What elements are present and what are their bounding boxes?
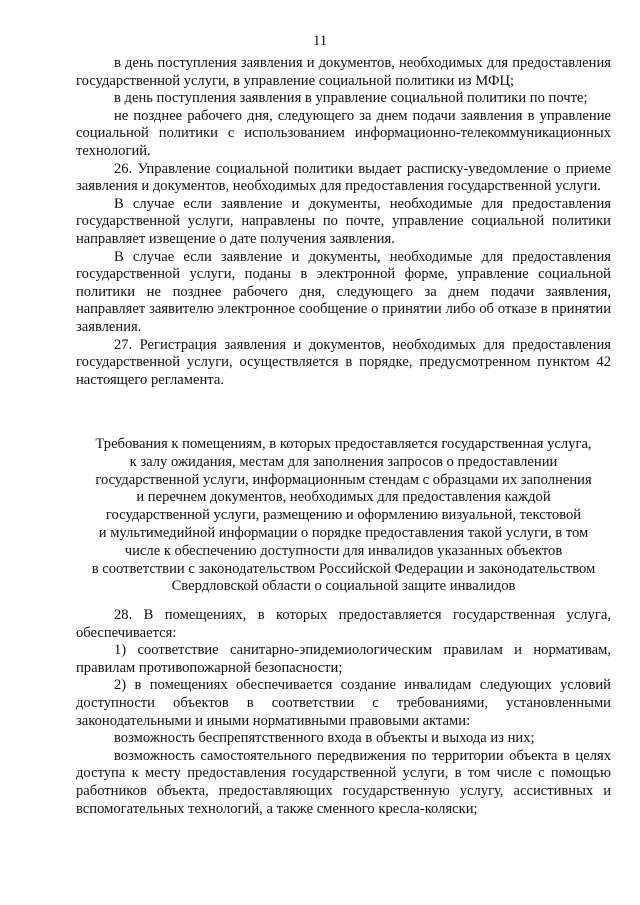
section-heading: [76, 436, 611, 596]
paragraph: в день поступления заявления и документов, необходимых для предоставления государственной услуги, в управление социальной политики из МФЦ;: [76, 55, 611, 89]
heading-line: Требования к помещениям, в которых предоставляется государственная услуга,: [95, 436, 592, 452]
paragraph: в день поступления заявления в управление социальной политики по почте;: [114, 90, 588, 107]
text-block-top: [76, 55, 611, 389]
heading-line: Свердловской области о социальной защите инвалидов: [171, 578, 516, 595]
text-block-bottom: [76, 607, 611, 818]
paragraph: не позднее рабочего дня, следующего за днем подачи заявления в управление социальной политики с использованием информационно-телекоммуникационных технологий.: [76, 107, 611, 159]
heading-line: и перечнем документов, необходимых для предоставления каждой: [136, 489, 551, 506]
heading-line: числе к обеспечению доступности для инвалидов указанных объектов: [124, 542, 563, 559]
paragraph: 28. В помещениях, в которых предоставляется государственная услуга, обеспечивается:: [76, 607, 611, 641]
page-number: 11: [312, 33, 328, 49]
paragraph: возможность беспрепятственного входа в объекты и выхода из них;: [114, 730, 535, 747]
heading-line: в соответствии с законодательством Российской Федерации и законодательством: [91, 560, 596, 577]
paragraph: В случае если заявление и документы, необходимые для предоставления государственной услуги, поданы в электронной форме, управление социальной политики не позднее рабочего дня, следующего за днем подачи заявления, направляет заявителю электронное сообщение о принятии либо об отказе в принятии заявления.: [76, 248, 611, 335]
paragraph: 2) в помещениях обеспечивается создание инвалидам следующих условий доступности объектов в соответствии с требованиями, установленными законодательными и иными нормативными правовыми актами:: [76, 677, 611, 729]
paragraph: В случае если заявление и документы, необходимые для предоставления государственной услуги, направлены по почте, управление социальной политики направляет извещение о дате получения заявления.: [76, 195, 611, 247]
paragraph: возможность самостоятельного передвижения по территории объекта в целях доступа к месту предоставления государственной услуги, в том числе с помощью работников объекта, предоставляющих государственную услугу, ассистивных и вспомогательных технологий, а также сменного кресла-коляски;: [76, 747, 611, 817]
heading-line: к залу ожидания, местам для заполнения запросов о предоставлении: [129, 453, 558, 470]
paragraph: 26. Управление социальной политики выдает расписку-уведомление о приеме заявления и документов, необходимых для предоставления государственной услуги.: [76, 160, 611, 195]
paragraph: 1) соответствие санитарно-эпидемиологическим правилам и нормативам, правилам противопожарной безопасности;: [76, 642, 611, 676]
paragraph: 27. Регистрация заявления и документов, необходимых для предоставления государственной услуги, осуществляется в порядке, предусмотренном пунктом 42 настоящего регламента.: [76, 336, 611, 388]
heading-line: и мультимедийной информации о порядке предоставления такой услуги, в том: [98, 524, 589, 541]
heading-line: государственной услуги, информационным стендам с образцами их заполнения: [95, 471, 592, 488]
heading-line: государственной услуги, размещению и оформлению визуальной, текстовой: [105, 507, 582, 524]
